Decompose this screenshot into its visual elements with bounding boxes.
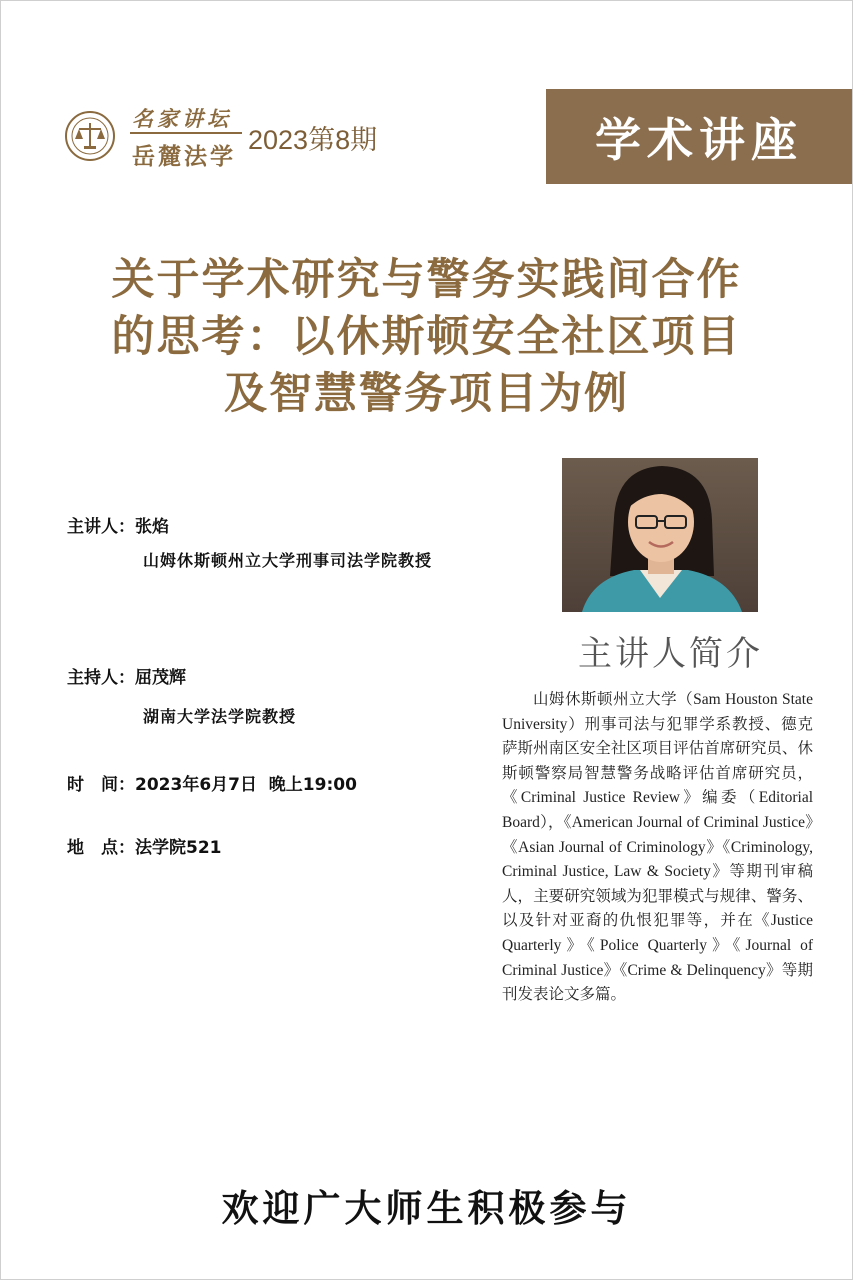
time-value: 2023年6月7日 晚上19:00 bbox=[135, 775, 357, 795]
issue-number: 2023第8期 bbox=[248, 125, 378, 155]
series-name-top: 名家讲坛 bbox=[132, 106, 232, 131]
place-label: 地 点： bbox=[67, 838, 135, 858]
time-label: 时 间： bbox=[67, 775, 135, 795]
lecture-title bbox=[40, 252, 813, 423]
speaker-affiliation: 山姆休斯顿州立大学刑事司法学院教授 bbox=[143, 551, 433, 570]
host-affiliation: 湖南大学法学院教授 bbox=[143, 707, 297, 726]
welcome-slogan: 欢迎广大师生积极参与 bbox=[221, 1187, 632, 1230]
school-emblem-icon bbox=[64, 110, 116, 162]
series-divider bbox=[130, 132, 242, 134]
time-row bbox=[67, 770, 357, 795]
title-line: 关于学术研究与警务实践间合作 bbox=[111, 255, 742, 305]
host-row bbox=[67, 663, 186, 688]
title-line: 的思考：以休斯顿安全社区项目 bbox=[111, 312, 742, 362]
title-line: 及智慧警务项目为例 bbox=[224, 369, 629, 419]
bio-text: 山姆休斯顿州立大学（Sam Houston State University）刑事司法与犯罪学系教授、德克萨斯州南区安全社区项目评估首席研究员、休斯顿警察局智慧警务战略评估首席研究员，《Criminal Justice Review》编委（Editorial Board），《American Journal of Criminal Justice》《Asian Journal of Criminology》《Criminology, Criminal Justice, Law & Society》等期刊审稿人，主要研究领域为犯罪模式与规律、警务、以及针对亚裔的仇恨犯罪等，并在《Justice Quarterly》《Police Quarterly》《Journal of Criminal Justice》《Crime & Delinquency》等期刊发表论文多篇。 bbox=[502, 691, 813, 1004]
speaker-name: 张焰 bbox=[135, 517, 169, 537]
speaker-label: 主讲人： bbox=[67, 517, 135, 537]
host-name: 屈茂辉 bbox=[135, 668, 186, 688]
lecture-tag: 学术讲座 bbox=[546, 89, 852, 184]
speaker-photo bbox=[562, 458, 758, 612]
place-row bbox=[67, 833, 222, 858]
speaker-row bbox=[67, 512, 169, 537]
bio-title: 主讲人简介 bbox=[578, 634, 763, 674]
host-label: 主持人： bbox=[67, 668, 135, 688]
place-value: 法学院521 bbox=[135, 838, 222, 858]
series-name-bottom: 岳麓法学 bbox=[132, 144, 236, 170]
